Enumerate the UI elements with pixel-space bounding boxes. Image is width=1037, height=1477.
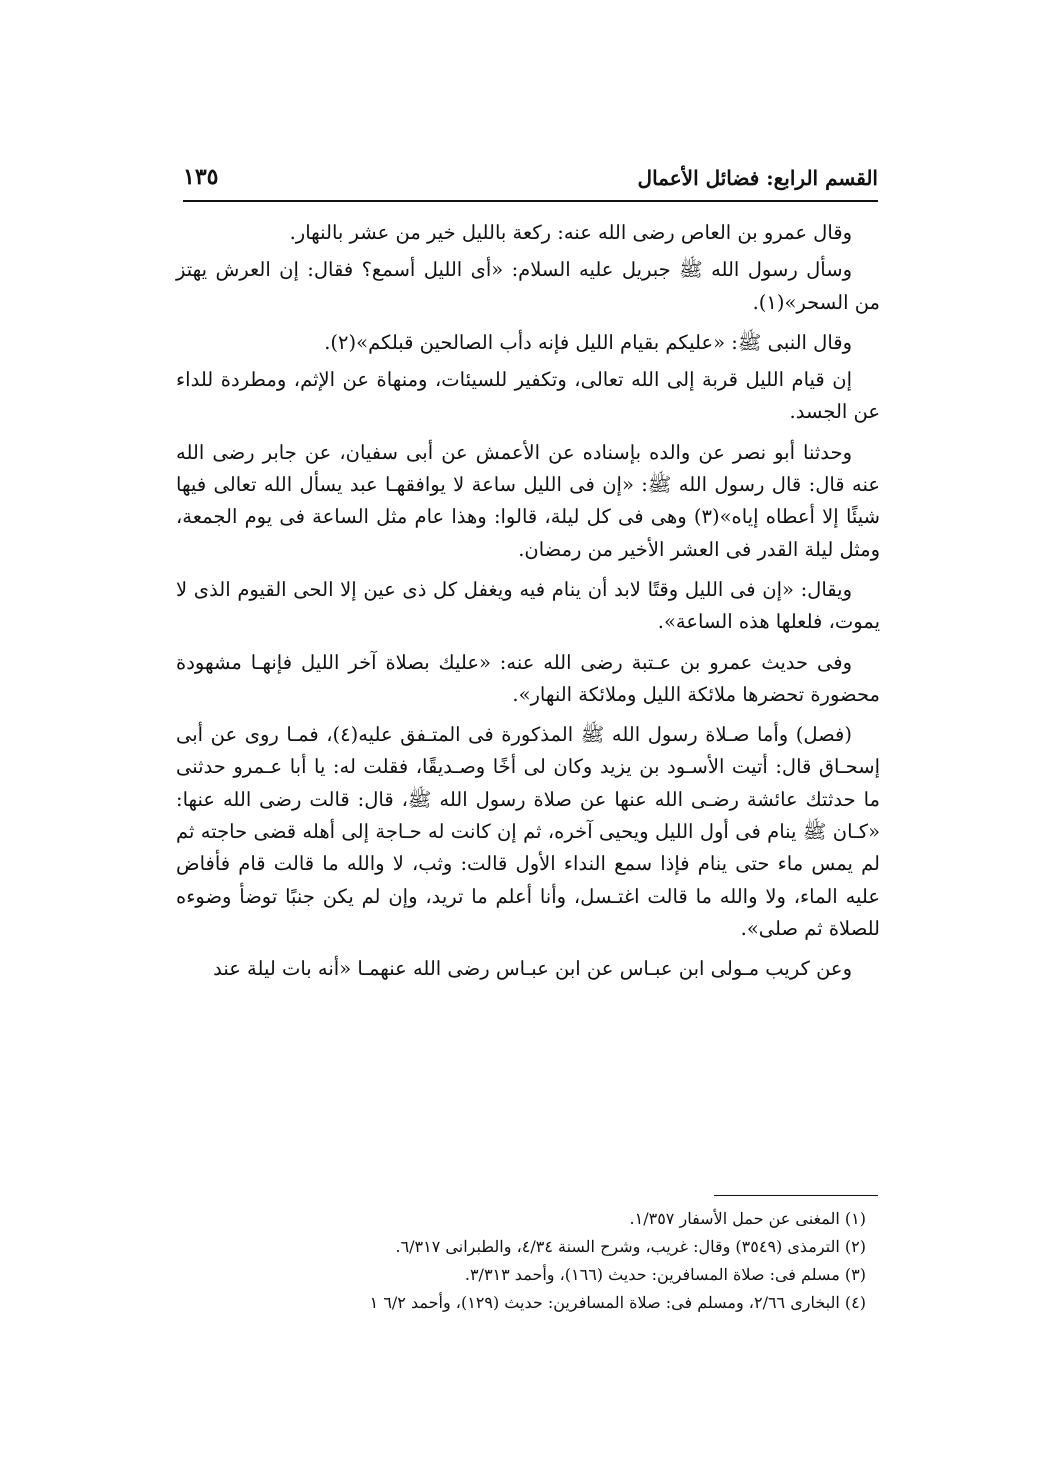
paragraph: وفى حديث عمرو بن عـتبة رضى الله عنه: «عليك بصلاة آخر الليل فإنهـا مشهودة محضورة تحضرها ملائكة الليل وملائكة النهار».	[176, 650, 880, 706]
main-text	[176, 217, 880, 994]
section-title: القسم الرابع: فضائل الأعمال	[637, 166, 878, 190]
footnotes	[176, 1205, 880, 1317]
footnote-divider	[714, 1195, 878, 1196]
paragraph: وقال النبى ﷺ: «عليكم بقيام الليل فإنه دأب الصالحين قبلكم»(٢).	[324, 330, 852, 354]
footnote: (٢) الترمذى (٣٥٤٩) وقال: غريب، وشرح السنة ٤/٣٤، والطبرانى ٦/٣١٧.	[395, 1237, 866, 1256]
running-header	[183, 160, 878, 202]
footnote: (١) المغنى عن حمل الأسفار ١/٣٥٧.	[629, 1209, 866, 1228]
footnote: (٣) مسلم فى: صلاة المسافرين: حديث (١٦٦)، وأحمد ٣/٣١٣.	[464, 1265, 866, 1284]
paragraph: ويقال: «إن فى الليل وقتًا لابد أن ينام فيه ويغفل كل ذى عين إلا الحى القيوم الذى لا يموت، فلعلها هذه الساعة».	[176, 577, 880, 634]
footnote: (٤) البخارى ٢/٦٦، ومسلم فى: صلاة المسافرين: حديث (١٢٩)، وأحمد ٦/٢ ١	[369, 1293, 866, 1312]
paragraph: وقال عمرو بن العاص رضى الله عنه: ركعة بالليل خير من عشر بالنهار.	[289, 221, 852, 244]
paragraph: وحدثنا أبو نصر عن والده بإسناده عن الأعمش عن أبى سفيان، عن جابر رضى الله عنه قال: قال رسول الله ﷺ: «إن فى الليل ساعة لا يوافقهـا عبد يسأل الله تعالى فيها شيئًا إلا أعطاه إياه»(٣) وهى فى كل ليلة، قالوا: وهذا عام مثل الساعة فى يوم الجمعة، ومثل ليلة القدر فى العشر الأخير من رمضان.	[176, 440, 880, 561]
paragraph: وسأل رسول الله ﷺ جبريل عليه السلام: «أى الليل أسمع؟ فقال: إن العرش يهتز من السحر»(١).	[176, 258, 880, 314]
paragraph: وعن كريب مـولى ابن عبـاس عن ابن عبـاس رضى الله عنهمـا «أنه بات ليلة عند	[213, 957, 852, 981]
paragraph: إن قيام الليل قربة إلى الله تعالى، وتكفير للسيئات، ومنهاة عن الإثم، ومطردة للداء عن الجسد.	[176, 368, 880, 424]
paragraph: (فصل) وأما صـلاة رسول الله ﷺ المذكورة فى المتـفق عليه(٤)، فمـا روى عن أبى إسحـاق قال: أتيت الأسـود بن يزيد وكان لى أخًا وصـديقًا، فقلت له: يا أبا عـمرو حدثنى ما حدثتك عائشة رضـى الله عنها عن صلاة رسول الله ﷺ، قال: قالت رضى الله عنها: «كـان ﷺ ينام فى أول الليل ويحيى آخره، ثم إن كانت له حـاجة إلى أهله قضى حاجته ثم لم يمس ماء حتى ينام فإذا سمع النداء الأول قالت: وثب، لا والله ما قالت قام فأفاض عليه الماء، ولا والله ما قالت اغتـسل، وأنا أعلم ما تريد، وإن لم يكن جنبًا توضأ وضوءه للصلاة ثم صلى».	[176, 723, 880, 940]
page-number: ١٣٥	[183, 164, 219, 190]
